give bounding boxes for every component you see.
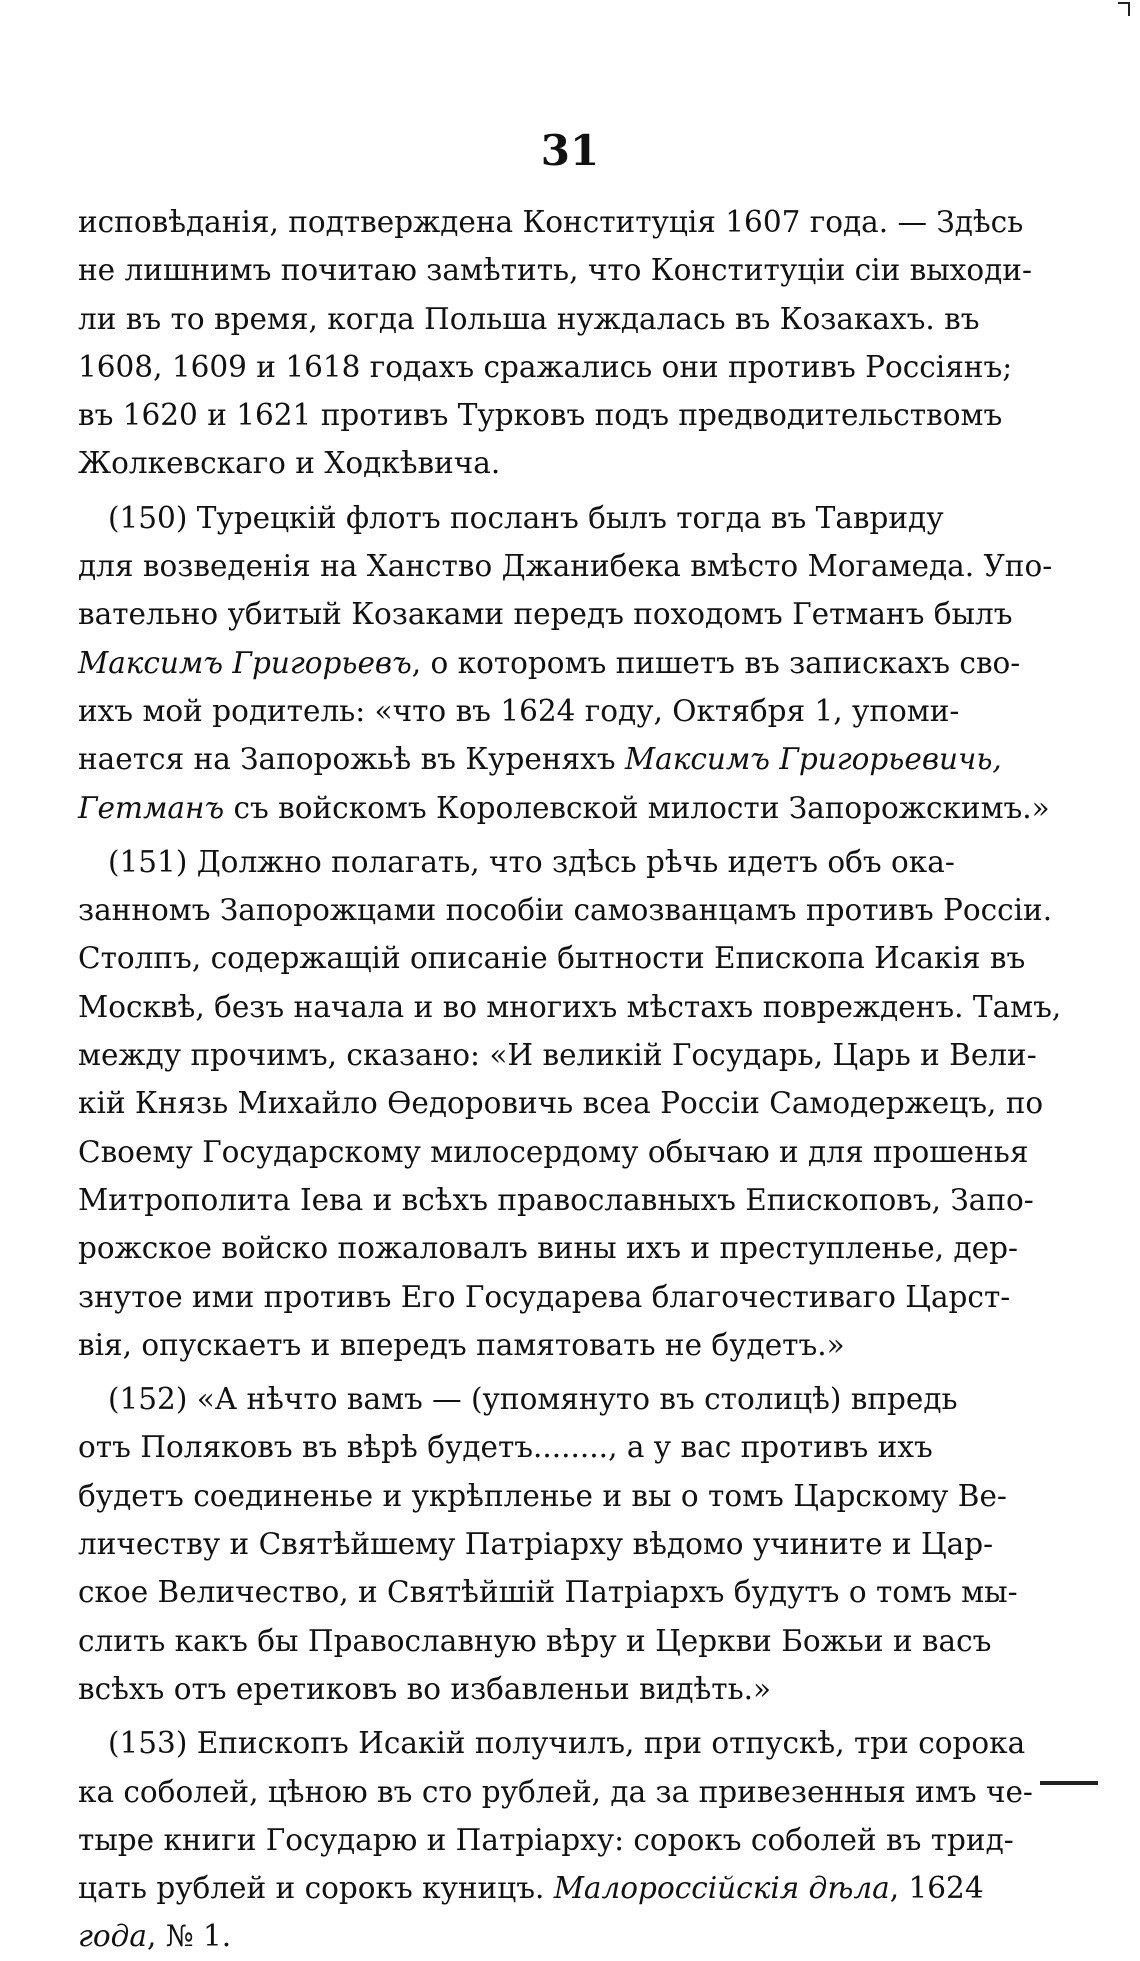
paragraph xyxy=(78,1719,1033,1960)
text-run: , о которомъ пишетъ въ запискахъ сво- xyxy=(411,645,1021,680)
text-line xyxy=(78,1176,1034,1224)
text-run: нается на Запорожьѣ въ Куреняхъ xyxy=(78,742,625,777)
text-run: съ войскомъ Королевской милости Запорожскимъ.» xyxy=(224,790,1050,825)
text-run: , № 1. xyxy=(146,1919,232,1954)
text-line xyxy=(78,1864,984,1912)
text-run: ихъ мой родитель: «что въ 1624 году, Октября 1, упоми- xyxy=(78,693,960,728)
text-run: знутое ими противъ Его Государева благочестиваго Царст- xyxy=(78,1279,1011,1314)
text-run: ли въ то время, когда Польша нуждалась въ Козакахъ. въ xyxy=(78,301,980,336)
text-line xyxy=(78,439,908,487)
text-run: всѣхъ отъ еретиковъ во избавленьи видѣть.» xyxy=(78,1671,772,1706)
text-run: кій Князь Михайло Ѳедоровичь всеа Россіи Самодержецъ, по xyxy=(78,1086,1044,1121)
scan-dash-mark xyxy=(1040,1781,1098,1785)
text-run: ка соболей, цѣною въ сто рублей, да за привезенныя имъ че- xyxy=(78,1774,1033,1809)
text-line xyxy=(78,542,1053,590)
italic-run: Максимъ Григорьевъ xyxy=(78,645,412,680)
text-run: Своему Государскому милосердому обычаю и для прошенья xyxy=(78,1134,1029,1169)
text-run: личеству и Святѣйшему Патріарху вѣдомо учините и Цар- xyxy=(78,1527,994,1562)
italic-run: Гетманъ xyxy=(78,790,225,825)
scan-edge-mark xyxy=(1118,2,1130,4)
italic-run: Максимъ Григорьевичь, xyxy=(624,742,1002,777)
text-run: не лишнимъ почитаю замѣтить, что Конституціи сіи выходи- xyxy=(78,253,1032,288)
text-line xyxy=(78,838,955,886)
paragraph xyxy=(78,838,1062,1369)
paragraph xyxy=(78,198,1032,488)
text-run: Москвѣ, безъ начала и во многихъ мѣстахъ поврежденъ. Тамъ, xyxy=(78,989,1062,1024)
text-run: ское Величество, и Святѣйшій Патріархъ будутъ о томъ мы- xyxy=(78,1575,1018,1610)
paragraph xyxy=(78,1375,1018,1713)
text-line xyxy=(78,784,1050,832)
text-line xyxy=(78,1273,1011,1321)
text-run: (153) Епископъ Исакій получилъ, при отпускѣ, три сорока xyxy=(108,1726,1026,1761)
text-line xyxy=(78,886,1053,934)
text-run: 1608, 1609 и 1618 годахъ сражались они противъ Россіянъ; xyxy=(78,349,1013,384)
text-run: Митрополита Іева и всѣхъ православныхъ Епископовъ, Запо- xyxy=(78,1182,1034,1217)
text-line xyxy=(78,1321,908,1369)
text-run: для возведенія на Ханство Джанибека вмѣсто Могамеда. Упо- xyxy=(78,549,1053,584)
italic-run: Малороссійскія дѣла xyxy=(553,1871,890,1906)
text-line xyxy=(78,1719,1026,1767)
text-line xyxy=(78,1568,1018,1616)
text-line xyxy=(78,1224,1018,1272)
text-line xyxy=(78,1472,1007,1520)
text-line xyxy=(78,246,1032,294)
text-run: цать рублей и сорокъ куницъ. xyxy=(78,1871,554,1906)
text-line xyxy=(78,1031,1037,1079)
body-text xyxy=(78,198,1062,1961)
text-run: будетъ соединенье и укрѣпленье и вы о томъ Царскому Ве- xyxy=(78,1478,1007,1513)
paragraph xyxy=(78,494,1053,832)
text-run: рожское войско пожаловалъ вины ихъ и преступленье, дер- xyxy=(78,1231,1018,1266)
text-run: , 1624 xyxy=(889,1871,984,1906)
text-run: исповѣданія, подтверждена Конституція 1607 года. — Здѣсь xyxy=(78,205,1024,239)
text-line xyxy=(78,934,1026,982)
text-line xyxy=(78,391,1003,439)
text-line xyxy=(78,1423,933,1471)
text-line xyxy=(78,1912,908,1960)
text-line xyxy=(78,735,1002,783)
text-run: Столпъ, содержащій описаніе бытности Епископа Исакія въ xyxy=(78,941,1026,976)
text-line xyxy=(78,983,1062,1031)
text-run: отъ Поляковъ въ вѣрѣ будетъ........, а у вас противъ ихъ xyxy=(78,1430,933,1465)
text-line xyxy=(78,1816,1014,1864)
text-line xyxy=(78,1128,1029,1176)
text-line xyxy=(78,1665,908,1713)
text-line xyxy=(78,198,1024,246)
text-line xyxy=(78,1768,1033,1816)
text-run: между прочимъ, сказано: «И великій Государь, Царь и Вели- xyxy=(78,1038,1037,1073)
text-line xyxy=(78,1617,992,1665)
text-line xyxy=(78,1520,994,1568)
text-line xyxy=(78,295,980,343)
italic-run: года xyxy=(78,1919,147,1954)
text-run: (152) «А нѣчто вамъ — (упомянуто въ столицѣ) впредь xyxy=(108,1382,958,1417)
text-run: слить какъ бы Православную вѣру и Церкви Божьи и васъ xyxy=(78,1623,992,1658)
text-line xyxy=(78,1375,958,1423)
text-run: (150) Турецкій флотъ посланъ былъ тогда въ Тавриду xyxy=(108,500,944,535)
text-line xyxy=(78,494,944,542)
page-number: 31 xyxy=(540,126,600,175)
text-run: (151) Должно полагать, что здѣсь рѣчь идетъ объ ока- xyxy=(108,844,955,879)
scan-edge-mark xyxy=(1128,2,1130,16)
text-line xyxy=(78,639,1021,687)
text-line xyxy=(78,343,1013,391)
text-line xyxy=(78,590,1013,638)
text-run: тыре книги Государю и Патріарху: сорокъ соболей въ трид- xyxy=(78,1822,1014,1857)
text-line xyxy=(78,687,960,735)
text-run: вательно убитый Козаками передъ походомъ Гетманъ былъ xyxy=(78,597,1013,632)
text-run: вія, опускаетъ и впередъ памятовать не будетъ.» xyxy=(78,1327,845,1362)
text-run: занномъ Запорожцами пособіи самозванцамъ противъ Россіи. xyxy=(78,893,1053,928)
text-line xyxy=(78,1079,1044,1127)
text-run: въ 1620 и 1621 противъ Турковъ подъ предводительствомъ xyxy=(78,398,1003,433)
text-run: Жолкевскаго и Ходкѣвича. xyxy=(78,446,501,481)
